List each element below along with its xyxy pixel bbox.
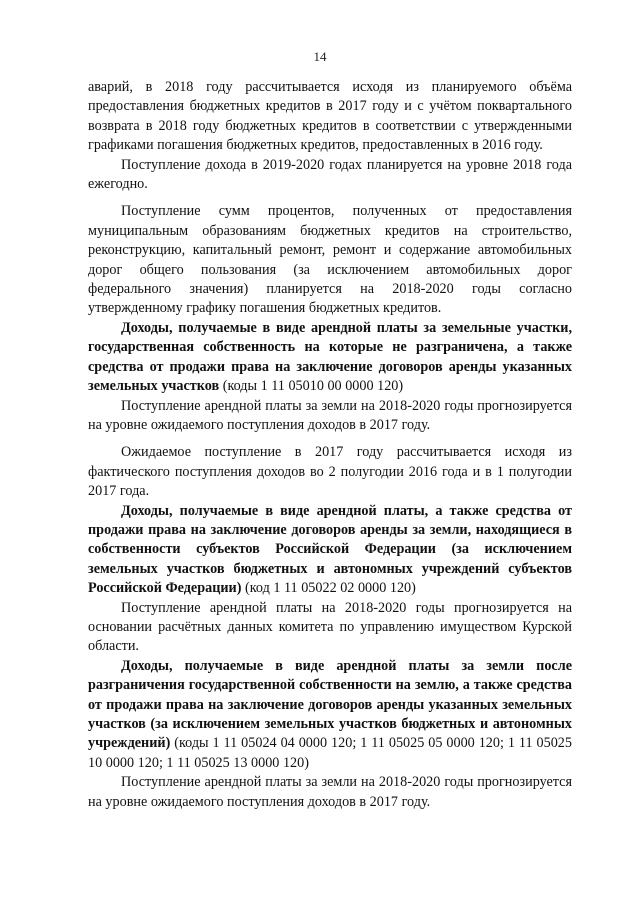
paragraph-rent-forecast-2: Поступление арендной платы на 2018-2020 годы прогнозируется на основании расчётных данных комитета по управлению имуществом Курской области. — [88, 599, 572, 655]
paragraph-budget-credits-return: аварий, в 2018 году рассчитывается исходя из планируемого объёма предоставления бюджетных кредитов в 2017 году и с учётом поквартального возврата в 2018 году бюджетных кредитов в соответствии с утвержденными графиками погашения бюджетных кредитов, предоставленных в 2016 году. — [88, 79, 572, 154]
page-number: 14 — [313, 49, 327, 64]
section-heading-land-rent-unallocated-title: Доходы, получаемые в виде арендной платы за земельные участки, государственная собственность на которые не разграничена, а также средства от продажи права на заключение договоров аренды указанных земельных участков — [88, 319, 572, 395]
paragraph-rent-forecast-1: Поступление арендной платы за земли на 2018-2020 годы прогнозируется на уровне ожидаемого поступления доходов в 2017 году. — [88, 397, 572, 433]
document-body — [88, 78, 572, 812]
section-heading-land-rent-after-allocation-title: Доходы, получаемые в виде арендной платы за земли после разграничения государственной собственности на землю, а также средства от продажи права на заключение договоров аренды указанных земельных участков (за исключением земельных участков бюджетных и автономных учреждений) — [88, 657, 572, 752]
section-heading-land-rent-after-allocation — [88, 657, 572, 773]
paragraph-income-2019-2020: Поступление дохода в 2019-2020 годах планируется на уровне 2018 года ежегодно. — [88, 156, 572, 193]
paragraph-interest-income: Поступление сумм процентов, полученных от предоставления муниципальным образованиям бюджетных кредитов на строительство, реконструкцию, капитальный ремонт, ремонт и содержание автомобильных дорог общего пользования (за исключением автомобильных дорог федерального значения) планируется на 2018-2020 годы согласно утвержденному графику погашения бюджетных кредитов. — [88, 203, 572, 317]
section-heading-land-rent-federal-subjects-title: Доходы, получаемые в виде арендной платы, а также средства от продажи права на заключение договоров аренды за земли, находящиеся в собственности субъектов Российской Федерации (за исключением земельных участков бюджетных и автономных учреждений субъектов Российской Федерации) — [88, 502, 572, 597]
section-heading-land-rent-federal-subjects-code: (код 1 11 05022 02 0000 120) — [241, 580, 416, 597]
section-heading-land-rent-unallocated-code: (коды 1 11 05010 00 0000 120) — [219, 378, 404, 395]
section-heading-land-rent-unallocated — [88, 319, 572, 397]
paragraph-rent-forecast-3: Поступление арендной платы за земли на 2018-2020 годы прогнозируется на уровне ожидаемого поступления доходов в 2017 году. — [88, 774, 572, 810]
section-heading-land-rent-after-allocation-code: (коды 1 11 05024 04 0000 120; 1 11 05025 05 0000 120; 1 11 05025 10 0000 120; 1 11 05025 13 0000 120) — [88, 735, 572, 771]
paragraph-expected-income-2017: Ожидаемое поступление в 2017 году рассчитывается исходя из фактического поступления доходов во 2 полугодии 2016 года и в 1 полугодии 2017 года. — [88, 444, 572, 500]
section-heading-land-rent-federal-subjects — [88, 502, 572, 599]
